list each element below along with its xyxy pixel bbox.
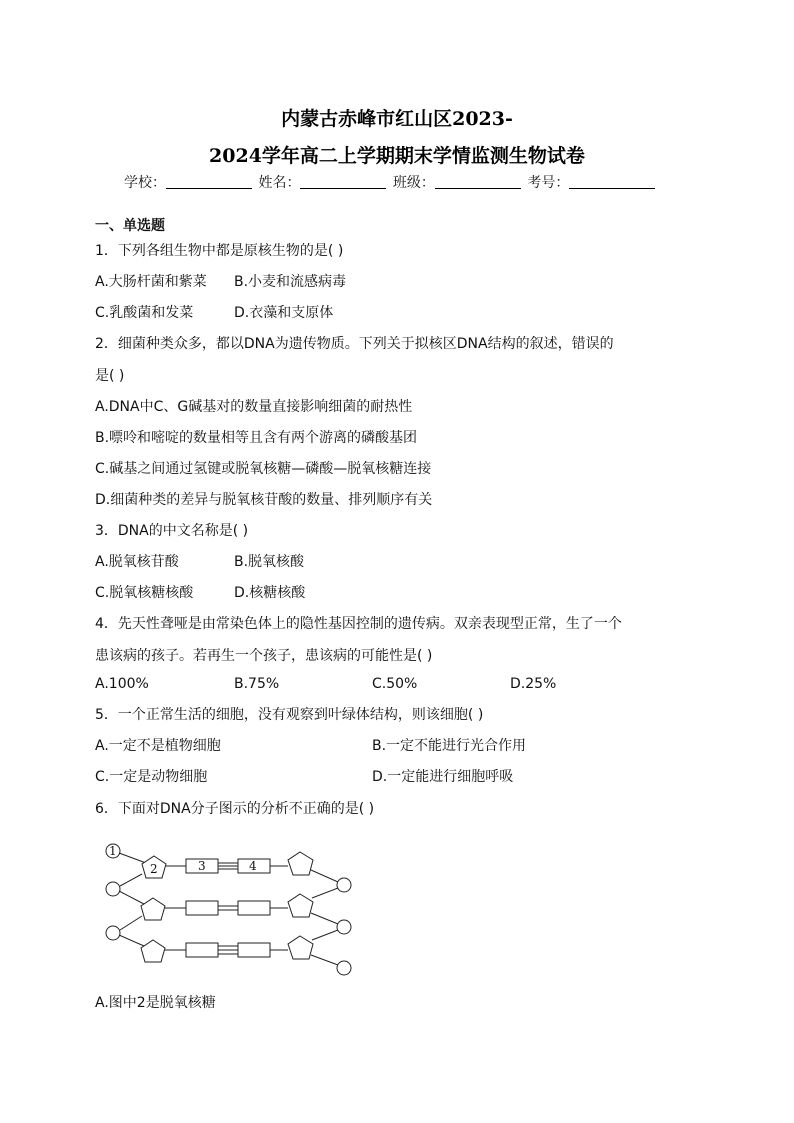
exam-number-blank — [569, 174, 655, 189]
question-4-stem-line-2: 患该病的孩子。若再生一个孩子，患该病的可能性是( ) — [95, 648, 433, 664]
page-title-line-2: 2024学年高二上学期期末学情监测生物试卷 — [209, 145, 585, 167]
question-4-option-c: C.50% — [372, 676, 418, 692]
question-4-option-a: A.100% — [95, 676, 149, 692]
section-heading: 一、单选题 — [95, 218, 165, 234]
student-info-row — [124, 172, 657, 192]
question-5-option-a: A.一定不是植物细胞 — [95, 738, 221, 754]
question-5-option-b: B.一定不能进行光合作用 — [372, 738, 527, 754]
exam-number-label: 考号： — [527, 175, 570, 191]
class-blank — [435, 174, 521, 189]
school-label: 学校： — [124, 175, 166, 191]
question-3-option-a: A.脱氧核苷酸 — [95, 554, 179, 570]
question-1-option-a: A.大肠杆菌和紫菜 — [95, 274, 207, 290]
question-1-option-d: D.衣藻和支原体 — [234, 305, 334, 321]
question-2-stem-line-1: 2．细菌种类众多，都以DNA为遗传物质。下列关于拟核区DNA结构的叙述，错误的 — [95, 336, 614, 352]
name-label: 姓名： — [258, 175, 301, 191]
question-3-option-d: D.核糖核酸 — [234, 585, 306, 601]
question-3-option-b: B.脱氧核酸 — [234, 554, 305, 570]
page-title-line-1: 内蒙古赤峰市红山区2023- — [281, 108, 513, 130]
figure-label-4: 4 — [249, 859, 257, 873]
question-4-option-b: B.75% — [234, 676, 280, 692]
question-2-stem-line-2: 是( ) — [95, 368, 125, 384]
question-2-option-a: A.DNA中C、G碱基对的数量直接影响细菌的耐热性 — [95, 399, 413, 415]
question-2-option-d: D.细菌种类的差异与脱氧核苷酸的数量、排列顺序有关 — [95, 492, 433, 508]
class-label: 班级： — [392, 175, 435, 191]
name-blank — [300, 174, 386, 189]
figure-label-3: 3 — [198, 859, 206, 873]
question-1-stem: 1．下列各组生物中都是原核生物的是( ) — [95, 243, 344, 259]
figure-label-1: 1 — [109, 844, 117, 858]
question-5-option-d: D.一定能进行细胞呼吸 — [372, 769, 514, 785]
school-blank — [166, 174, 252, 189]
question-5-stem: 5．一个正常生活的细胞，没有观察到叶绿体结构，则该细胞( ) — [95, 707, 484, 723]
dna-structure-figure — [98, 838, 360, 978]
question-3-option-c: C.脱氧核糖核酸 — [95, 585, 194, 601]
question-4-stem-line-1: 4．先天性聋哑是由常染色体上的隐性基因控制的遗传病。双亲表现型正常，生了一个 — [95, 616, 622, 632]
question-4-option-d: D.25% — [510, 676, 557, 692]
question-5-option-c: C.一定是动物细胞 — [95, 769, 208, 785]
question-6-option-a: A.图中2是脱氧核糖 — [95, 995, 216, 1011]
question-6-stem: 6．下面对DNA分子图示的分析不正确的是( ) — [95, 801, 375, 817]
figure-label-2: 2 — [150, 862, 158, 876]
question-1-option-b: B.小麦和流感病毒 — [234, 274, 347, 290]
question-2-option-b: B.嘌呤和嘧啶的数量相等且含有两个游离的磷酸基团 — [95, 430, 418, 446]
question-3-stem: 3．DNA的中文名称是( ) — [95, 523, 249, 539]
question-2-option-c: C.碱基之间通过氢键或脱氧核糖—磷酸—脱氧核糖连接 — [95, 461, 432, 477]
question-1-option-c: C.乳酸菌和发菜 — [95, 305, 194, 321]
